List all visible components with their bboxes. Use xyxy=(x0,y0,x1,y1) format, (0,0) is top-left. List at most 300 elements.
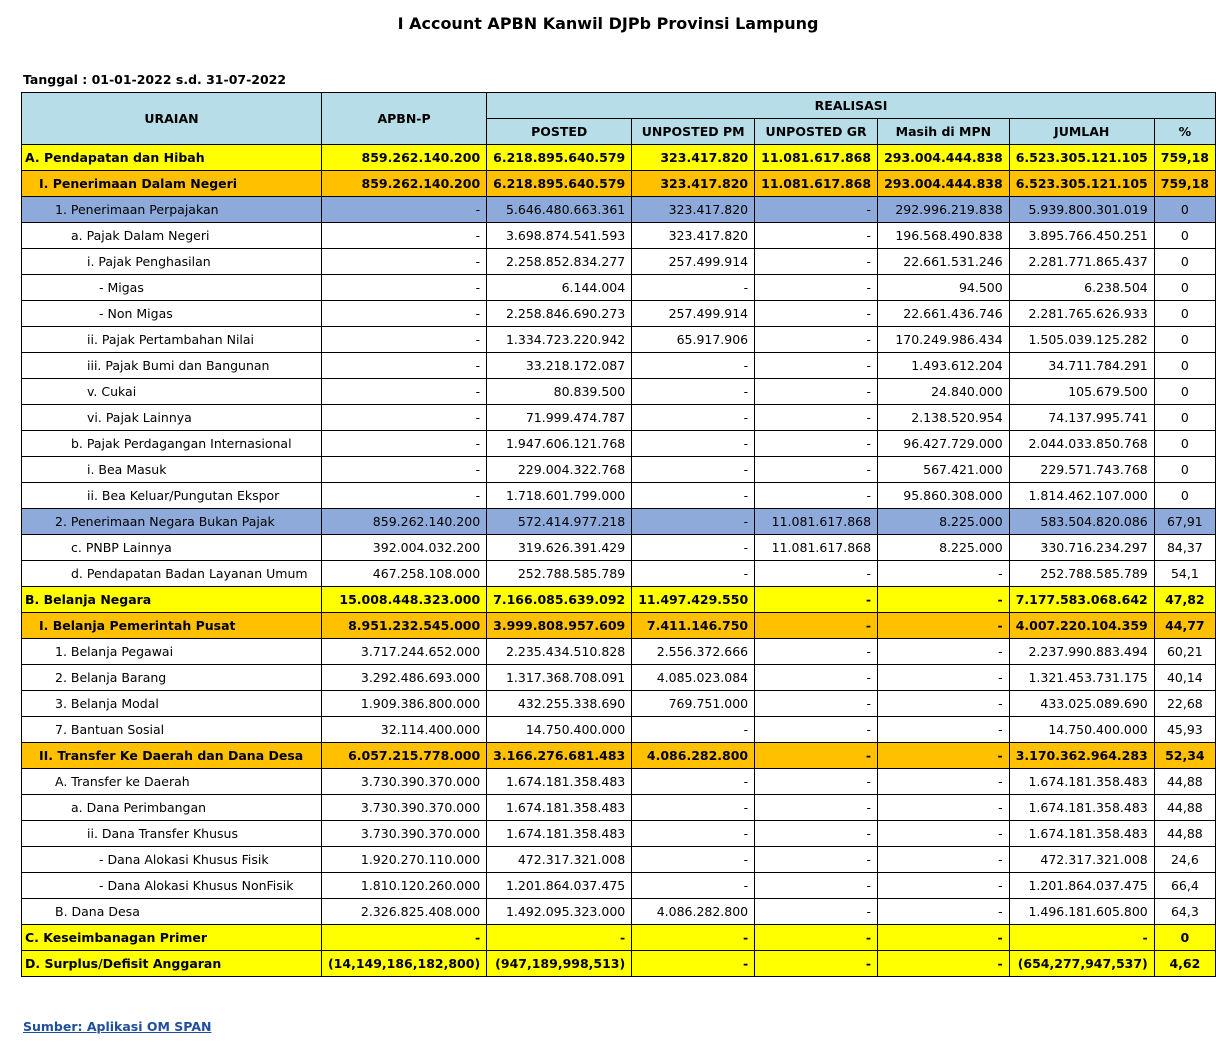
cell-masih-di-mpn: - xyxy=(878,821,1010,847)
cell-apbn-p: 467.258.108.000 xyxy=(321,561,486,587)
date-range-label: Tanggal : 01-01-2022 s.d. 31-07-2022 xyxy=(23,72,287,87)
cell-posted: 6.144.004 xyxy=(487,275,632,301)
cell-unposted-gr: - xyxy=(755,665,878,691)
cell-unposted-gr: - xyxy=(755,301,878,327)
table-row xyxy=(22,535,1216,561)
cell-apbn-p: 392.004.032.200 xyxy=(321,535,486,561)
table-row xyxy=(22,353,1216,379)
cell-apbn-p: 859.262.140.200 xyxy=(321,145,486,171)
cell-jumlah: 2.237.990.883.494 xyxy=(1009,639,1154,665)
cell-masih-di-mpn: - xyxy=(878,717,1010,743)
cell-percent: 0 xyxy=(1154,327,1215,353)
cell-posted: 3.698.874.541.593 xyxy=(487,223,632,249)
cell-apbn-p: - xyxy=(321,379,486,405)
row-label: i. Bea Masuk xyxy=(22,457,322,483)
row-label: II. Transfer Ke Daerah dan Dana Desa xyxy=(22,743,322,769)
cell-jumlah: - xyxy=(1009,925,1154,951)
table-row xyxy=(22,951,1216,977)
cell-masih-di-mpn: - xyxy=(878,639,1010,665)
row-label: 3. Belanja Modal xyxy=(22,691,322,717)
cell-jumlah: (654,277,947,537) xyxy=(1009,951,1154,977)
cell-masih-di-mpn: 96.427.729.000 xyxy=(878,431,1010,457)
cell-unposted-pm: - xyxy=(632,275,755,301)
cell-jumlah: 2.044.033.850.768 xyxy=(1009,431,1154,457)
row-label: 2. Belanja Barang xyxy=(22,665,322,691)
cell-jumlah: 1.814.462.107.000 xyxy=(1009,483,1154,509)
table-row xyxy=(22,379,1216,405)
header-row-1 xyxy=(22,93,1216,119)
cell-percent: 759,18 xyxy=(1154,171,1215,197)
cell-percent: 44,88 xyxy=(1154,795,1215,821)
cell-percent: 759,18 xyxy=(1154,145,1215,171)
cell-unposted-pm: 323.417.820 xyxy=(632,145,755,171)
cell-apbn-p: - xyxy=(321,249,486,275)
cell-apbn-p: 3.730.390.370.000 xyxy=(321,821,486,847)
cell-posted: 1.492.095.323.000 xyxy=(487,899,632,925)
table-row xyxy=(22,769,1216,795)
cell-unposted-pm: - xyxy=(632,821,755,847)
cell-apbn-p: 15.008.448.323.000 xyxy=(321,587,486,613)
cell-jumlah: 583.504.820.086 xyxy=(1009,509,1154,535)
cell-posted: - xyxy=(487,925,632,951)
cell-posted: 1.674.181.358.483 xyxy=(487,795,632,821)
apbn-realisasi-table xyxy=(21,92,1216,977)
cell-jumlah: 3.895.766.450.251 xyxy=(1009,223,1154,249)
cell-apbn-p: 6.057.215.778.000 xyxy=(321,743,486,769)
cell-apbn-p: 1.920.270.110.000 xyxy=(321,847,486,873)
row-label: ii. Bea Keluar/Pungutan Ekspor xyxy=(22,483,322,509)
cell-unposted-pm: - xyxy=(632,847,755,873)
cell-unposted-gr: - xyxy=(755,613,878,639)
cell-jumlah: 6.238.504 xyxy=(1009,275,1154,301)
table-row xyxy=(22,405,1216,431)
cell-unposted-pm: - xyxy=(632,769,755,795)
row-label: b. Pajak Perdagangan Internasional xyxy=(22,431,322,457)
cell-percent: 84,37 xyxy=(1154,535,1215,561)
cell-masih-di-mpn: 8.225.000 xyxy=(878,535,1010,561)
cell-percent: 64,3 xyxy=(1154,899,1215,925)
row-label: i. Pajak Penghasilan xyxy=(22,249,322,275)
cell-masih-di-mpn: - xyxy=(878,951,1010,977)
cell-unposted-pm: 7.411.146.750 xyxy=(632,613,755,639)
table-row xyxy=(22,587,1216,613)
cell-jumlah: 433.025.089.690 xyxy=(1009,691,1154,717)
cell-percent: 52,34 xyxy=(1154,743,1215,769)
cell-masih-di-mpn: 293.004.444.838 xyxy=(878,145,1010,171)
cell-unposted-gr: 11.081.617.868 xyxy=(755,145,878,171)
row-label: - Dana Alokasi Khusus NonFisik xyxy=(22,873,322,899)
cell-percent: 0 xyxy=(1154,223,1215,249)
table-body xyxy=(22,145,1216,977)
cell-jumlah: 1.321.453.731.175 xyxy=(1009,665,1154,691)
cell-jumlah: 7.177.583.068.642 xyxy=(1009,587,1154,613)
row-label: B. Dana Desa xyxy=(22,899,322,925)
table-row xyxy=(22,249,1216,275)
cell-posted: 80.839.500 xyxy=(487,379,632,405)
cell-apbn-p: (14,149,186,182,800) xyxy=(321,951,486,977)
cell-apbn-p: - xyxy=(321,405,486,431)
cell-posted: 33.218.172.087 xyxy=(487,353,632,379)
cell-apbn-p: 2.326.825.408.000 xyxy=(321,899,486,925)
cell-unposted-pm: - xyxy=(632,561,755,587)
cell-posted: 3.999.808.957.609 xyxy=(487,613,632,639)
header-jumlah: JUMLAH xyxy=(1009,119,1154,145)
cell-unposted-gr: - xyxy=(755,821,878,847)
header-apbn-p: APBN-P xyxy=(321,93,486,145)
header-realisasi: REALISASI xyxy=(487,93,1216,119)
cell-unposted-pm: - xyxy=(632,483,755,509)
cell-percent: 0 xyxy=(1154,275,1215,301)
cell-posted: 2.258.846.690.273 xyxy=(487,301,632,327)
header-posted: POSTED xyxy=(487,119,632,145)
table-row xyxy=(22,457,1216,483)
cell-unposted-gr: - xyxy=(755,847,878,873)
cell-posted: 5.646.480.663.361 xyxy=(487,197,632,223)
cell-apbn-p: 1.909.386.800.000 xyxy=(321,691,486,717)
cell-masih-di-mpn: - xyxy=(878,873,1010,899)
cell-masih-di-mpn: 22.661.531.246 xyxy=(878,249,1010,275)
cell-apbn-p: 8.951.232.545.000 xyxy=(321,613,486,639)
row-label: 2. Penerimaan Negara Bukan Pajak xyxy=(22,509,322,535)
row-label: vi. Pajak Lainnya xyxy=(22,405,322,431)
cell-apbn-p: 859.262.140.200 xyxy=(321,171,486,197)
row-label: v. Cukai xyxy=(22,379,322,405)
cell-unposted-gr: - xyxy=(755,951,878,977)
cell-apbn-p: - xyxy=(321,223,486,249)
table-row xyxy=(22,795,1216,821)
cell-apbn-p: - xyxy=(321,925,486,951)
cell-unposted-gr: - xyxy=(755,717,878,743)
cell-unposted-pm: 769.751.000 xyxy=(632,691,755,717)
table-row xyxy=(22,301,1216,327)
cell-jumlah: 472.317.321.008 xyxy=(1009,847,1154,873)
row-label: c. PNBP Lainnya xyxy=(22,535,322,561)
cell-percent: 22,68 xyxy=(1154,691,1215,717)
table-row xyxy=(22,743,1216,769)
cell-posted: 7.166.085.639.092 xyxy=(487,587,632,613)
cell-posted: 1.317.368.708.091 xyxy=(487,665,632,691)
cell-jumlah: 1.201.864.037.475 xyxy=(1009,873,1154,899)
header-uraian: URAIAN xyxy=(22,93,322,145)
row-label: a. Pajak Dalam Negeri xyxy=(22,223,322,249)
header-unposted-gr: UNPOSTED GR xyxy=(755,119,878,145)
cell-posted: 1.334.723.220.942 xyxy=(487,327,632,353)
cell-percent: 0 xyxy=(1154,925,1215,951)
cell-masih-di-mpn: - xyxy=(878,743,1010,769)
table-row xyxy=(22,561,1216,587)
row-label: 1. Belanja Pegawai xyxy=(22,639,322,665)
cell-masih-di-mpn: 94.500 xyxy=(878,275,1010,301)
cell-posted: 1.201.864.037.475 xyxy=(487,873,632,899)
cell-posted: 2.235.434.510.828 xyxy=(487,639,632,665)
cell-unposted-gr: - xyxy=(755,899,878,925)
cell-unposted-pm: 257.499.914 xyxy=(632,301,755,327)
cell-unposted-gr: - xyxy=(755,379,878,405)
page-title: I Account APBN Kanwil DJPb Provinsi Lampung xyxy=(397,14,819,33)
cell-apbn-p: - xyxy=(321,483,486,509)
cell-masih-di-mpn: 196.568.490.838 xyxy=(878,223,1010,249)
cell-jumlah: 1.674.181.358.483 xyxy=(1009,769,1154,795)
cell-jumlah: 229.571.743.768 xyxy=(1009,457,1154,483)
cell-jumlah: 14.750.400.000 xyxy=(1009,717,1154,743)
cell-unposted-gr: - xyxy=(755,483,878,509)
cell-unposted-pm: 323.417.820 xyxy=(632,197,755,223)
cell-unposted-pm: - xyxy=(632,509,755,535)
cell-masih-di-mpn: - xyxy=(878,665,1010,691)
cell-unposted-pm: 11.497.429.550 xyxy=(632,587,755,613)
cell-posted: 1.718.601.799.000 xyxy=(487,483,632,509)
cell-apbn-p: 3.717.244.652.000 xyxy=(321,639,486,665)
row-label: C. Keseimbanagan Primer xyxy=(22,925,322,951)
table-row xyxy=(22,145,1216,171)
cell-percent: 44,88 xyxy=(1154,821,1215,847)
cell-unposted-gr: - xyxy=(755,925,878,951)
cell-masih-di-mpn: 1.493.612.204 xyxy=(878,353,1010,379)
cell-unposted-gr: 11.081.617.868 xyxy=(755,171,878,197)
table-row xyxy=(22,197,1216,223)
header-unposted-pm: UNPOSTED PM xyxy=(632,119,755,145)
table-row xyxy=(22,509,1216,535)
cell-jumlah: 34.711.784.291 xyxy=(1009,353,1154,379)
cell-unposted-pm: - xyxy=(632,457,755,483)
cell-posted: 1.947.606.121.768 xyxy=(487,431,632,457)
cell-percent: 0 xyxy=(1154,405,1215,431)
cell-apbn-p: 3.730.390.370.000 xyxy=(321,795,486,821)
cell-jumlah: 1.505.039.125.282 xyxy=(1009,327,1154,353)
cell-unposted-pm: 2.556.372.666 xyxy=(632,639,755,665)
cell-unposted-pm: 323.417.820 xyxy=(632,223,755,249)
source-link[interactable]: Sumber: Aplikasi OM SPAN xyxy=(23,1019,212,1034)
cell-unposted-pm: 65.917.906 xyxy=(632,327,755,353)
cell-apbn-p: - xyxy=(321,431,486,457)
row-label: A. Transfer ke Daerah xyxy=(22,769,322,795)
header-percent: % xyxy=(1154,119,1215,145)
cell-unposted-gr: 11.081.617.868 xyxy=(755,535,878,561)
table-row xyxy=(22,873,1216,899)
table-row xyxy=(22,665,1216,691)
cell-percent: 0 xyxy=(1154,483,1215,509)
cell-jumlah: 74.137.995.741 xyxy=(1009,405,1154,431)
cell-unposted-pm: 4.086.282.800 xyxy=(632,899,755,925)
cell-unposted-gr: - xyxy=(755,353,878,379)
row-label: - Dana Alokasi Khusus Fisik xyxy=(22,847,322,873)
cell-posted: 3.166.276.681.483 xyxy=(487,743,632,769)
row-label: D. Surplus/Defisit Anggaran xyxy=(22,951,322,977)
table-row xyxy=(22,899,1216,925)
cell-masih-di-mpn: - xyxy=(878,587,1010,613)
cell-masih-di-mpn: 293.004.444.838 xyxy=(878,171,1010,197)
table-row xyxy=(22,925,1216,951)
table-row xyxy=(22,691,1216,717)
cell-masih-di-mpn: 24.840.000 xyxy=(878,379,1010,405)
cell-jumlah: 3.170.362.964.283 xyxy=(1009,743,1154,769)
cell-jumlah: 1.674.181.358.483 xyxy=(1009,795,1154,821)
row-label: ii. Dana Transfer Khusus xyxy=(22,821,322,847)
cell-posted: 6.218.895.640.579 xyxy=(487,145,632,171)
cell-unposted-pm: 4.086.282.800 xyxy=(632,743,755,769)
cell-posted: 229.004.322.768 xyxy=(487,457,632,483)
cell-unposted-gr: - xyxy=(755,639,878,665)
cell-masih-di-mpn: 22.661.436.746 xyxy=(878,301,1010,327)
cell-apbn-p: 3.730.390.370.000 xyxy=(321,769,486,795)
cell-percent: 44,77 xyxy=(1154,613,1215,639)
row-label: I. Penerimaan Dalam Negeri xyxy=(22,171,322,197)
table-row xyxy=(22,483,1216,509)
table-row xyxy=(22,717,1216,743)
cell-jumlah: 1.496.181.605.800 xyxy=(1009,899,1154,925)
cell-unposted-gr: - xyxy=(755,275,878,301)
cell-percent: 44,88 xyxy=(1154,769,1215,795)
cell-unposted-pm: - xyxy=(632,951,755,977)
cell-jumlah: 2.281.771.865.437 xyxy=(1009,249,1154,275)
cell-posted: 472.317.321.008 xyxy=(487,847,632,873)
cell-posted: 319.626.391.429 xyxy=(487,535,632,561)
header-masih-di-mpn: Masih di MPN xyxy=(878,119,1010,145)
cell-masih-di-mpn: 292.996.219.838 xyxy=(878,197,1010,223)
cell-percent: 0 xyxy=(1154,379,1215,405)
cell-unposted-pm: - xyxy=(632,795,755,821)
cell-unposted-gr: - xyxy=(755,223,878,249)
cell-unposted-gr: - xyxy=(755,691,878,717)
cell-masih-di-mpn: 170.249.986.434 xyxy=(878,327,1010,353)
cell-jumlah: 1.674.181.358.483 xyxy=(1009,821,1154,847)
cell-unposted-pm: 257.499.914 xyxy=(632,249,755,275)
cell-percent: 0 xyxy=(1154,197,1215,223)
row-label: 7. Bantuan Sosial xyxy=(22,717,322,743)
table-row xyxy=(22,223,1216,249)
cell-posted: 252.788.585.789 xyxy=(487,561,632,587)
table-row xyxy=(22,327,1216,353)
cell-posted: 1.674.181.358.483 xyxy=(487,769,632,795)
cell-masih-di-mpn: - xyxy=(878,691,1010,717)
cell-unposted-pm: - xyxy=(632,717,755,743)
cell-unposted-gr: - xyxy=(755,405,878,431)
cell-unposted-pm: - xyxy=(632,535,755,561)
cell-masih-di-mpn: - xyxy=(878,899,1010,925)
cell-jumlah: 6.523.305.121.105 xyxy=(1009,171,1154,197)
cell-percent: 0 xyxy=(1154,301,1215,327)
row-label: ii. Pajak Pertambahan Nilai xyxy=(22,327,322,353)
cell-masih-di-mpn: - xyxy=(878,847,1010,873)
row-label: d. Pendapatan Badan Layanan Umum xyxy=(22,561,322,587)
table-row xyxy=(22,847,1216,873)
row-label: A. Pendapatan dan Hibah xyxy=(22,145,322,171)
cell-percent: 0 xyxy=(1154,431,1215,457)
cell-apbn-p: 32.114.400.000 xyxy=(321,717,486,743)
cell-jumlah: 4.007.220.104.359 xyxy=(1009,613,1154,639)
cell-masih-di-mpn: - xyxy=(878,769,1010,795)
cell-unposted-gr: - xyxy=(755,431,878,457)
cell-apbn-p: - xyxy=(321,353,486,379)
row-label: - Non Migas xyxy=(22,301,322,327)
cell-jumlah: 330.716.234.297 xyxy=(1009,535,1154,561)
cell-unposted-pm: 4.085.023.084 xyxy=(632,665,755,691)
cell-apbn-p: - xyxy=(321,197,486,223)
cell-percent: 24,6 xyxy=(1154,847,1215,873)
row-label: - Migas xyxy=(22,275,322,301)
table-row xyxy=(22,171,1216,197)
cell-apbn-p: - xyxy=(321,457,486,483)
cell-unposted-pm: - xyxy=(632,353,755,379)
cell-percent: 0 xyxy=(1154,353,1215,379)
cell-posted: 6.218.895.640.579 xyxy=(487,171,632,197)
cell-jumlah: 2.281.765.626.933 xyxy=(1009,301,1154,327)
cell-posted: 14.750.400.000 xyxy=(487,717,632,743)
cell-jumlah: 105.679.500 xyxy=(1009,379,1154,405)
cell-percent: 47,82 xyxy=(1154,587,1215,613)
row-label: 1. Penerimaan Perpajakan xyxy=(22,197,322,223)
table-row xyxy=(22,639,1216,665)
cell-percent: 0 xyxy=(1154,249,1215,275)
cell-jumlah: 252.788.585.789 xyxy=(1009,561,1154,587)
cell-masih-di-mpn: 2.138.520.954 xyxy=(878,405,1010,431)
cell-percent: 40,14 xyxy=(1154,665,1215,691)
cell-percent: 0 xyxy=(1154,457,1215,483)
cell-unposted-pm: - xyxy=(632,379,755,405)
cell-unposted-pm: - xyxy=(632,925,755,951)
cell-unposted-gr: - xyxy=(755,327,878,353)
cell-unposted-gr: - xyxy=(755,561,878,587)
cell-apbn-p: - xyxy=(321,327,486,353)
cell-posted: 1.674.181.358.483 xyxy=(487,821,632,847)
cell-percent: 54,1 xyxy=(1154,561,1215,587)
cell-apbn-p: - xyxy=(321,301,486,327)
cell-unposted-pm: 323.417.820 xyxy=(632,171,755,197)
cell-unposted-gr: - xyxy=(755,769,878,795)
cell-percent: 60,21 xyxy=(1154,639,1215,665)
cell-unposted-gr: 11.081.617.868 xyxy=(755,509,878,535)
cell-masih-di-mpn: 95.860.308.000 xyxy=(878,483,1010,509)
cell-apbn-p: - xyxy=(321,275,486,301)
cell-unposted-pm: - xyxy=(632,873,755,899)
cell-percent: 45,93 xyxy=(1154,717,1215,743)
cell-percent: 67,91 xyxy=(1154,509,1215,535)
cell-masih-di-mpn: - xyxy=(878,925,1010,951)
cell-percent: 66,4 xyxy=(1154,873,1215,899)
cell-posted: (947,189,998,513) xyxy=(487,951,632,977)
cell-masih-di-mpn: 8.225.000 xyxy=(878,509,1010,535)
cell-unposted-gr: - xyxy=(755,249,878,275)
cell-masih-di-mpn: - xyxy=(878,613,1010,639)
cell-masih-di-mpn: - xyxy=(878,795,1010,821)
table-row xyxy=(22,431,1216,457)
cell-unposted-gr: - xyxy=(755,197,878,223)
row-label: iii. Pajak Bumi dan Bangunan xyxy=(22,353,322,379)
cell-unposted-gr: - xyxy=(755,457,878,483)
cell-posted: 572.414.977.218 xyxy=(487,509,632,535)
cell-posted: 432.255.338.690 xyxy=(487,691,632,717)
cell-unposted-gr: - xyxy=(755,873,878,899)
cell-apbn-p: 3.292.486.693.000 xyxy=(321,665,486,691)
cell-masih-di-mpn: - xyxy=(878,561,1010,587)
cell-apbn-p: 1.810.120.260.000 xyxy=(321,873,486,899)
cell-posted: 71.999.474.787 xyxy=(487,405,632,431)
cell-unposted-pm: - xyxy=(632,431,755,457)
cell-unposted-pm: - xyxy=(632,405,755,431)
cell-jumlah: 6.523.305.121.105 xyxy=(1009,145,1154,171)
table-row xyxy=(22,613,1216,639)
row-label: B. Belanja Negara xyxy=(22,587,322,613)
cell-unposted-gr: - xyxy=(755,587,878,613)
cell-unposted-gr: - xyxy=(755,795,878,821)
cell-jumlah: 5.939.800.301.019 xyxy=(1009,197,1154,223)
cell-apbn-p: 859.262.140.200 xyxy=(321,509,486,535)
row-label: a. Dana Perimbangan xyxy=(22,795,322,821)
table-row xyxy=(22,821,1216,847)
table-row xyxy=(22,275,1216,301)
cell-masih-di-mpn: 567.421.000 xyxy=(878,457,1010,483)
cell-posted: 2.258.852.834.277 xyxy=(487,249,632,275)
